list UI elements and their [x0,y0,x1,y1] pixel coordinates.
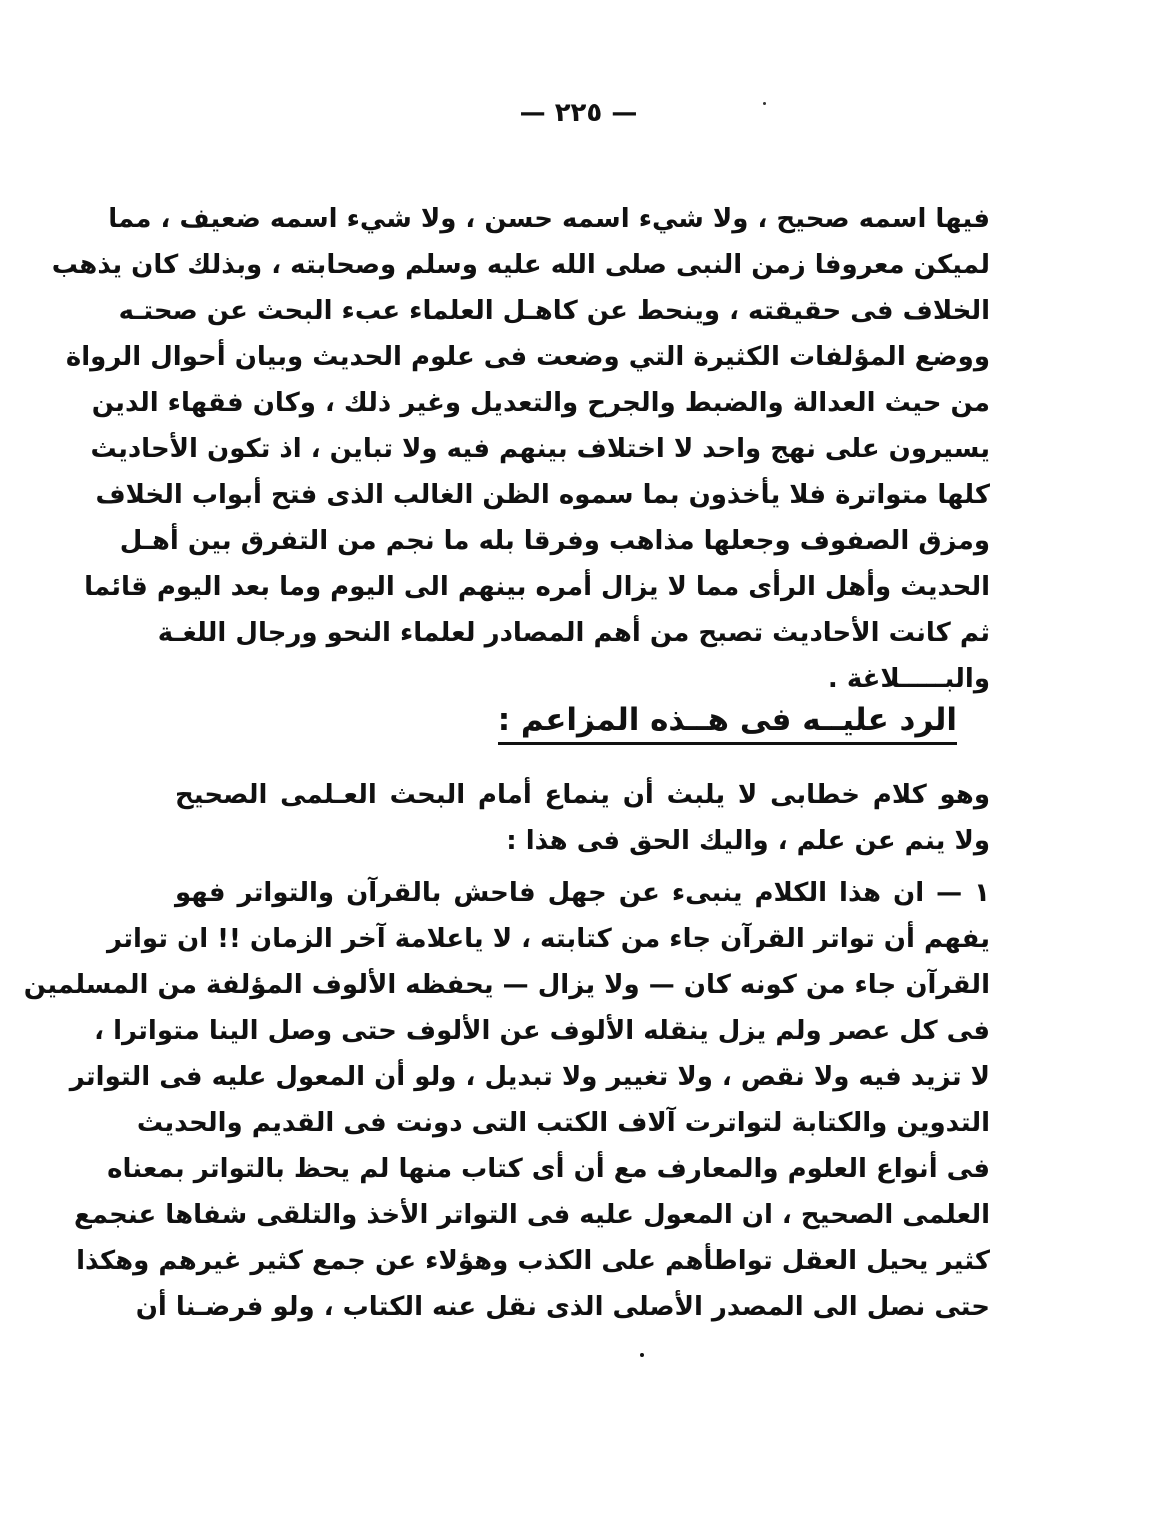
text-line: الخلاف فى حقيقته ، وينحط عن كاهـل العلماء عبء البحث عن صحتـه [118,296,990,326]
text-line: فى كل عصر ولم يزل ينقله الألوف عن الألوف حتى وصل الينا متواترا ، [94,1016,990,1046]
text-line: والبـــــلاغة . [827,664,990,694]
text-line: يفهم أن تواتر القرآن جاء من كتابته ، لا ياعلامة آخر الزمان !! ان تواتر [107,924,990,954]
text-line: ووضع المؤلفات الكثيرة التي وضعت فى علوم الحديث وبيان أحوال الرواة [65,342,990,372]
paragraph-point-one [23,870,990,1330]
text-line: لا تزيد فيه ولا نقص ، ولا تغيير ولا تبديل ، ولو أن المعول عليه فى التواتر [69,1062,990,1092]
text-line: حتى نصل الى المصدر الأصلى الذى نقل عنه الكتاب ، ولو فرضـنا أن [135,1292,990,1322]
text-line: كلها متواترة فلا يأخذون بما سموه الظن الغالب الذى فتح أبواب الخلاف [95,480,990,510]
text-line: يسيرون على نهج واحد لا اختلاف بينهم فيه ولا تباين ، اذ تكون الأحاديث [90,434,990,464]
text-line: ولا ينم عن علم ، واليك الحق فى هذا : [506,826,990,856]
text-line: فيها اسمه صحيح ، ولا شيء اسمه حسن ، ولا شيء اسمه ضعيف ، مما [108,204,990,234]
text-line: ثم كانت الأحاديث تصبح من أهم المصادر لعلماء النحو ورجال اللغـة [157,618,990,648]
text-line: وهو كلام خطابى لا يلبث أن ينماع أمام البحث العـلمى الصحيح [175,780,990,810]
text-line: لميكن معروفا زمن النبى صلى الله عليه وسلم وصحابته ، وبذلك كان يذهب [51,250,990,280]
text-line: الحديث وأهل الرأى مما لا يزال أمره بينهم الى اليوم وما بعد اليوم قائما [84,572,990,602]
paragraph-hadith-classification [51,196,990,702]
text-line: ومزق الصفوف وجعلها مذاهب وفرقا بله ما نجم من التفرق بين أهـل [119,526,990,556]
text-line: كثير يحيل العقل تواطأهم على الكذب وهؤلاء عن جمع كثير غيرهم وهكذا [76,1246,990,1276]
text-line: فى أنواع العلوم والمعارف مع أن أى كتاب منها لم يحظ بالتواتر بمعناه [107,1154,990,1184]
page-number: — ٢٢٥ — [519,98,638,128]
text-line: ١ — ان هذا الكلام ينبىء عن جهل فاحش بالقرآن والتواتر فهو [175,878,990,908]
text-line: القرآن جاء من كونه كان — ولا يزال — يحفظه الألوف المؤلفة من المسلمين [23,970,990,1000]
text-line: العلمى الصحيح ، ان المعول عليه فى التواتر الأخذ والتلقى شفاها عنجمع [73,1200,990,1230]
scan-speck [640,1353,644,1357]
text-line: من حيث العدالة والضبط والجرح والتعديل وغير ذلك ، وكان فقهاء الدين [91,388,990,418]
text-line: التدوين والكتابة لتواترت آلاف الكتب التى دونت فى القديم والحديث [136,1108,990,1138]
paragraph-rebuttal-intro [175,772,990,864]
section-heading: الرد عليــه فى هــذه المزاعم : [498,702,957,745]
